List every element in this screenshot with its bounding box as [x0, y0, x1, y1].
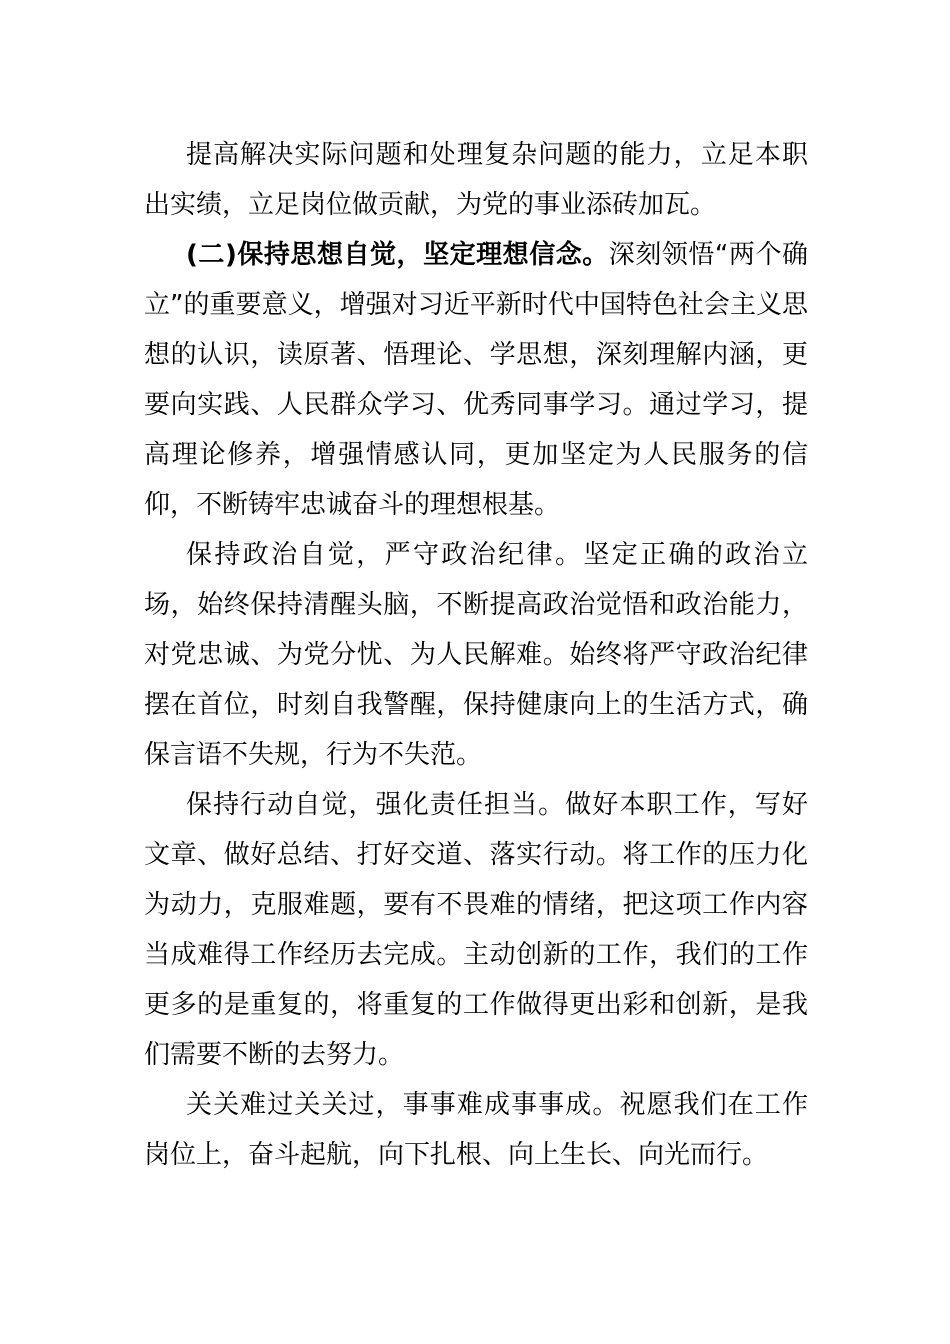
paragraph-1-text: 提高解决实际问题和处理复杂问题的能力，立足本职出实绩，立足岗位做贡献，为党的事业添砖加瓦。: [144, 140, 808, 220]
paragraph-3: [144, 530, 808, 780]
section-heading: (二)保持思想自觉，坚定理想信念。: [186, 240, 609, 270]
paragraph-5-text: 关关难过关关过，事事难成事事成。祝愿我们在工作岗位上，奋斗起航，向下扎根、向上生长、向光而行。: [144, 1090, 808, 1170]
paragraph-2-text: 深刻领悟“两个确立”的重要意义，增强对习近平新时代中国特色社会主义思想的认识，读原著、悟理论、学思想，深刻理解内涵，更要向实践、人民群众学习、优秀同事学习。通过学习，提高理论修养，增强情感认同，更加坚定为人民服务的信仰，不断铸牢忠诚奋斗的理想根基。: [144, 240, 808, 520]
paragraph-4-text: 保持行动自觉，强化责任担当。做好本职工作，写好文章、做好总结、打好交道、落实行动。将工作的压力化为动力，克服难题，要有不畏难的情绪，把这项工作内容当成难得工作经历去完成。主动创新的工作，我们的工作更多的是重复的，将重复的工作做得更出彩和创新，是我们需要不断的去努力。: [144, 790, 808, 1070]
paragraph-2: [144, 230, 808, 530]
paragraph-3-text: 保持政治自觉，严守政治纪律。坚定正确的政治立场，始终保持清醒头脑，不断提高政治觉悟和政治能力，对党忠诚、为党分忧、为人民解难。始终将严守政治纪律摆在首位，时刻自我警醒，保持健康向上的生活方式，确保言语不失规，行为不失范。: [144, 540, 808, 770]
paragraph-4: [144, 780, 808, 1080]
paragraph-1: [144, 130, 808, 230]
paragraph-5: [144, 1080, 808, 1180]
document-body: [144, 130, 808, 1180]
